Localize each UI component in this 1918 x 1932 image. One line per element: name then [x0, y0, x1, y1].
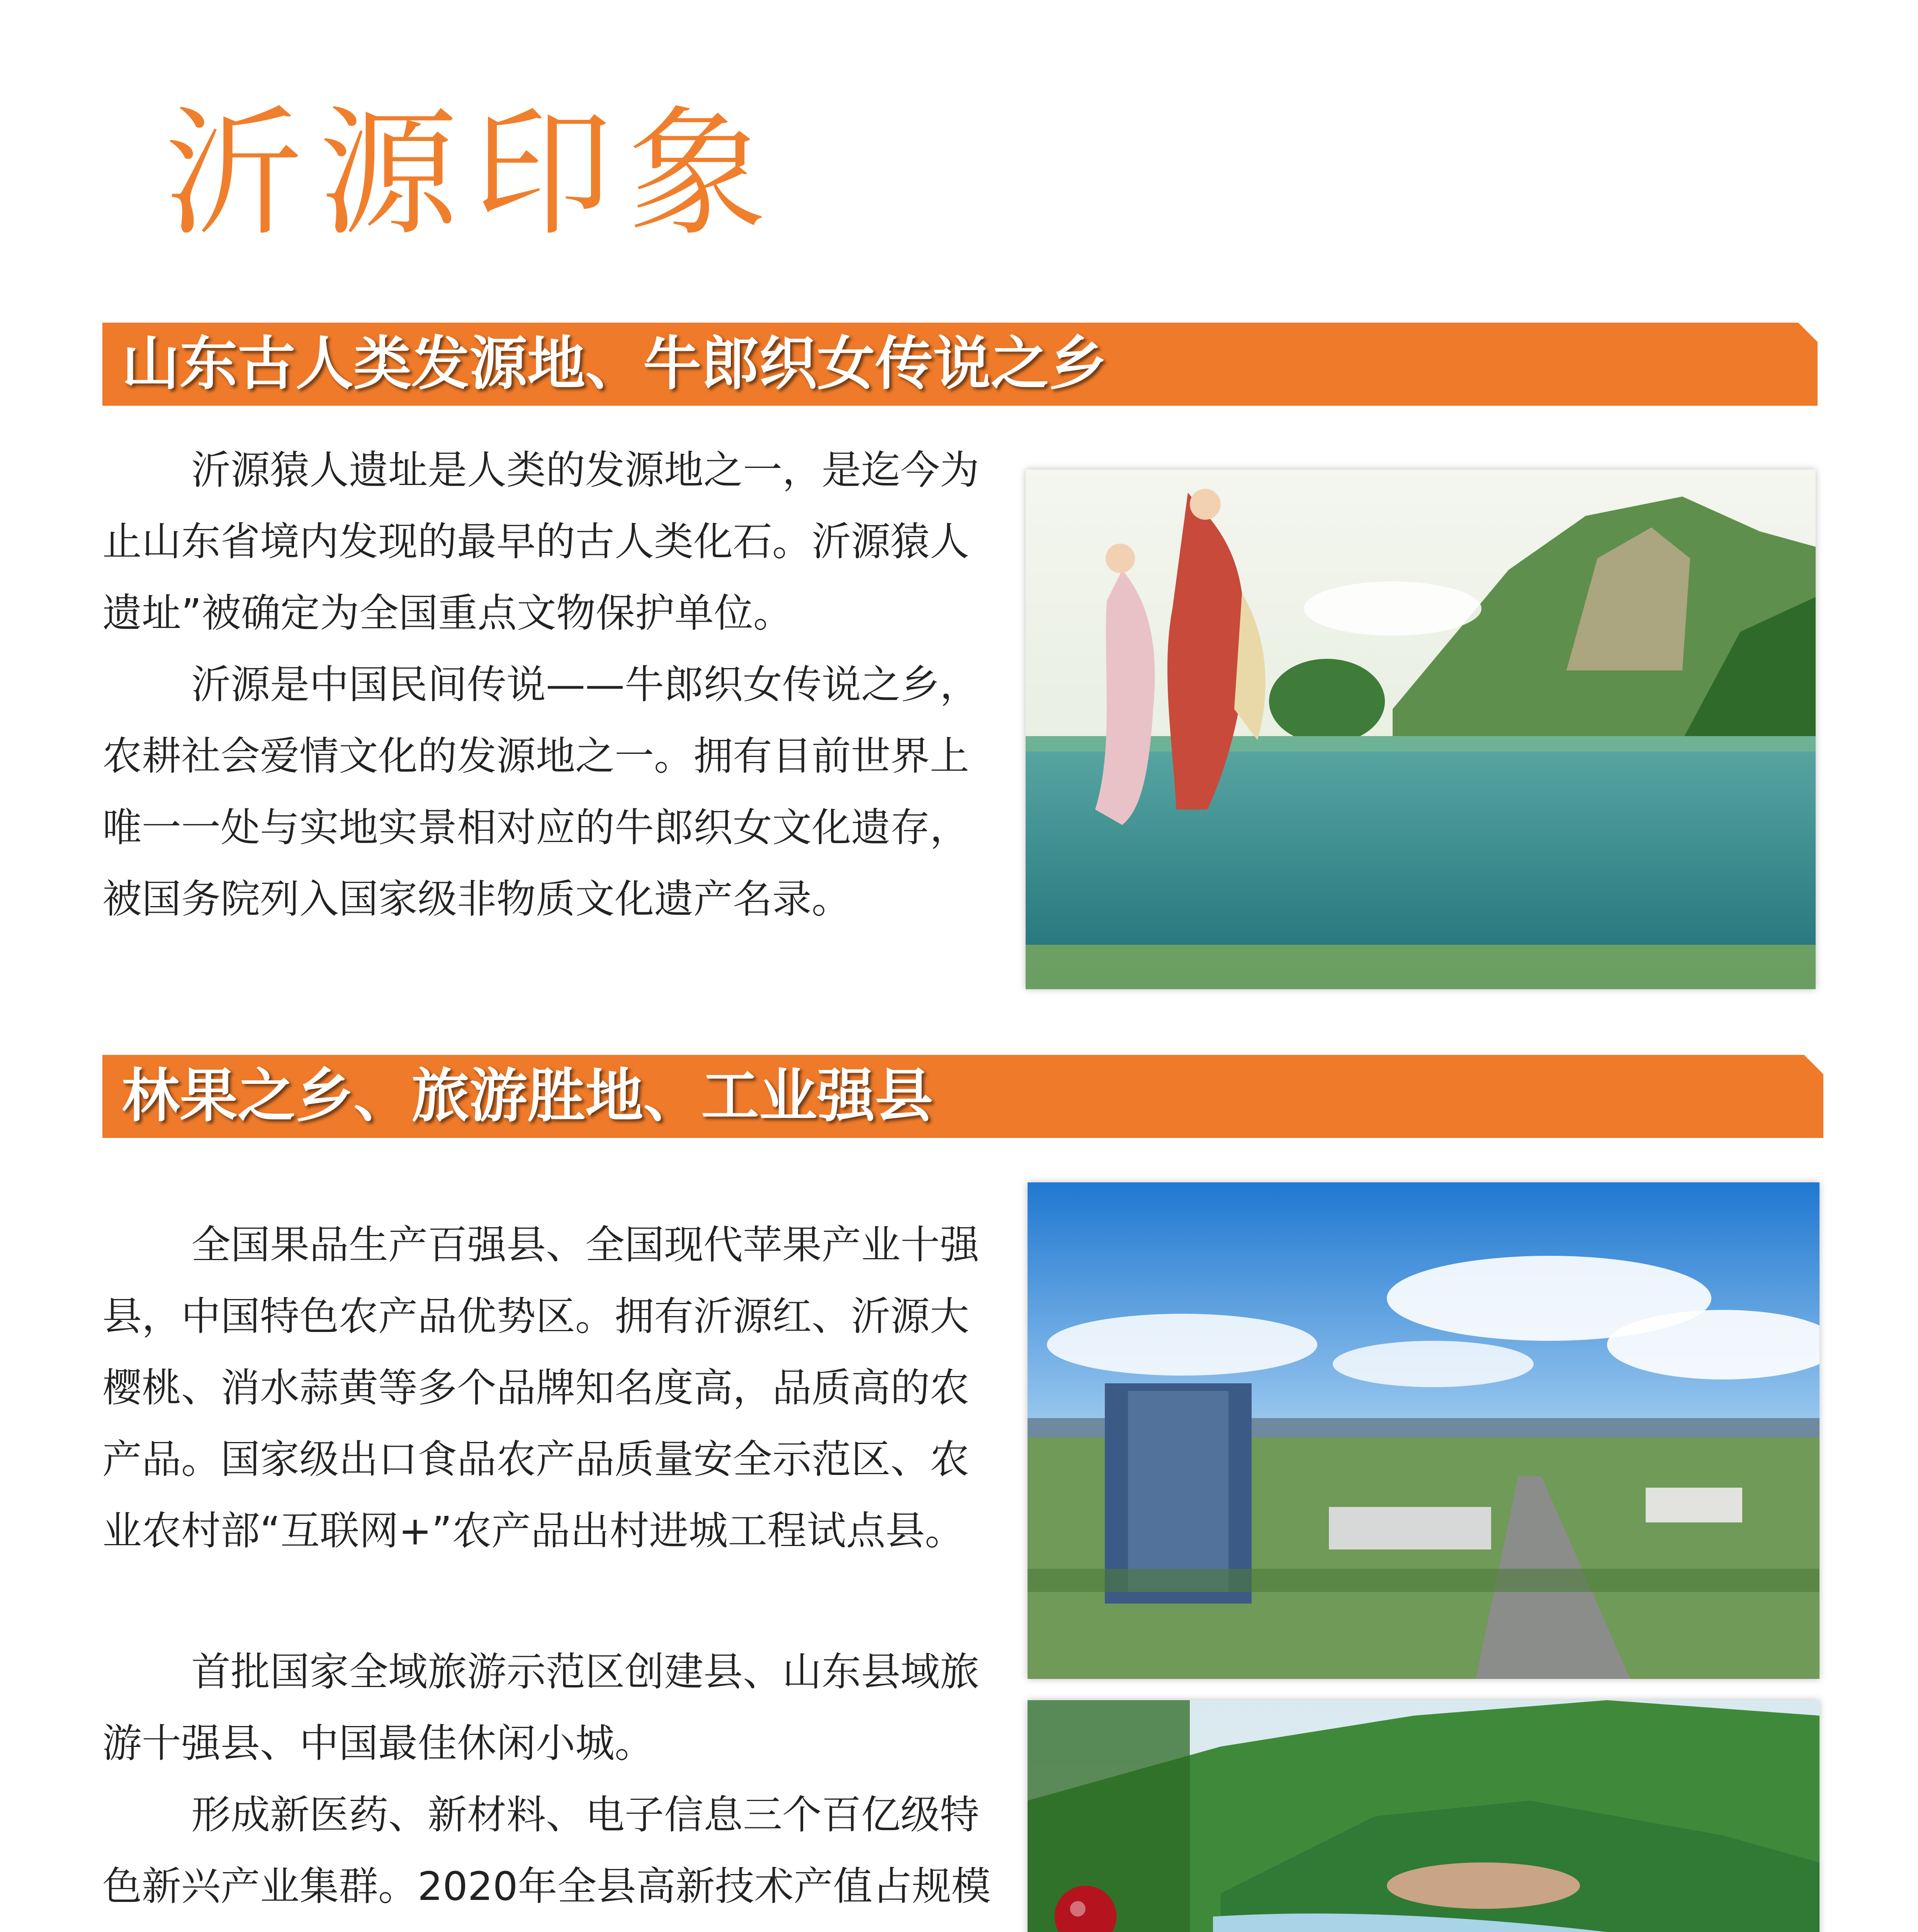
- section-paragraph: 全国果品生产百强县、全国现代苹果产业十强县，中国特色农产品优势区。拥有沂源红、沂源大樱桃、消水蒜黄等多个品牌知名度高，品质高的农产品。国家级出口食品农产品质量安全示范区、农业农村部“互联网+”农产品出村进城工程试点县。: [102, 1222, 979, 1554]
- section-paragraph: 沂源是中国民间传说——牛郎织女传说之乡，农耕社会爱情文化的发源地之一。拥有目前世界上唯一一处与实地实景相对应的牛郎织女文化遗存，被国务院列入国家级非物质文化遗产名录。: [102, 662, 979, 922]
- section-paragraph: 沂源猿人遗址是人类的发源地之一，是迄今为止山东省境内发现的最早的古人类化石。沂源猿人遗址”被确定为全国重点文物保护单位。: [102, 447, 979, 636]
- section-banner-2: [102, 1055, 1823, 1138]
- section-heading: 山东古人类发源地、牛郎织女传说之乡: [122, 330, 1107, 398]
- page-title: 沂源印象: [164, 93, 782, 255]
- section-heading: 林果之乡、旅游胜地、工业强县: [122, 1063, 933, 1130]
- section-paragraph: 首批国家全域旅游示范区创建县、山东县域旅游十强县、中国最佳休闲小城。: [102, 1649, 979, 1767]
- section-banner-1: [102, 323, 1818, 406]
- photo-apple-valley-lake: [1028, 1700, 1819, 1932]
- photo-city-aerial: [1028, 1182, 1819, 1679]
- photo-cowherd-weaver-lake: [1026, 469, 1816, 989]
- section-paragraph: 形成新医药、新材料、电子信息三个百亿级特色新兴产业集群。2020年全县高新技术产值占规模: [102, 1792, 991, 1910]
